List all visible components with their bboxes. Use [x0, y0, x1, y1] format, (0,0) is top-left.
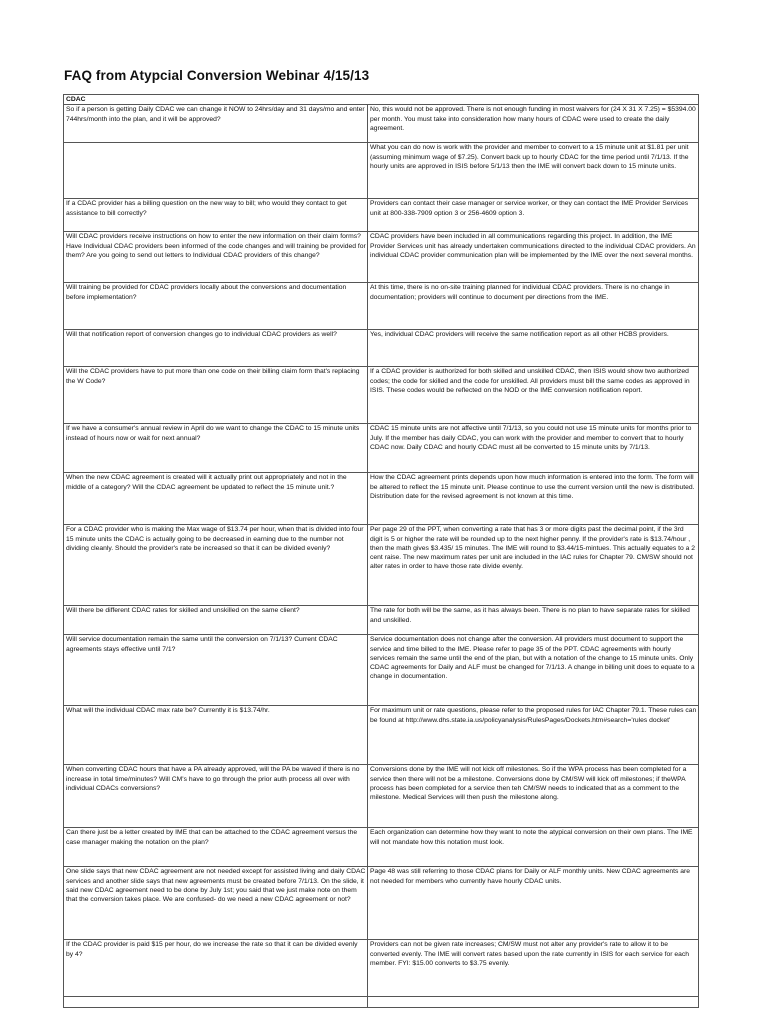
faq-row: [64, 424, 699, 473]
faq-question: Can there just be a letter created by IME that can be attached to the CDAC agreement versus the case manager making the notation on the plan?: [64, 828, 368, 867]
faq-row: [64, 283, 699, 330]
faq-question: So if a person is getting Daily CDAC we can change it NOW to 24hrs/day and 31 days/mo and enter 744hrs/month into the plan, and it will be approved?: [64, 105, 368, 143]
faq-answer: The rate for both will be the same, as it has always been. There is no plan to have separate rates for skilled and unskilled.: [368, 606, 699, 635]
faq-answer: What you can do now is work with the provider and member to convert to a 15 minute unit at $1.81 per unit (assuming minimum wage of $7.25). Convert back up to hourly CDAC for the time period until 7/1/13. If the hourly units are approved in ISIS before 5/1/13 then the IME will convert back down to 15 minute units.: [368, 143, 699, 199]
empty-cell: [64, 997, 368, 1008]
faq-answer: CDAC providers have been included in all communications regarding this project. In addition, the IME Provider Services unit has already undertaken communications directed to the individual CDAC providers. An individual CDAC provider communication plan will be implemented by the IME over the next several months.: [368, 232, 699, 283]
faq-question: Will that notification report of conversion changes go to individual CDAC providers as well?: [64, 330, 368, 367]
faq-question: When converting CDAC hours that have a PA already approved, will the PA be waved if there is no increase in total time/minutes? Will CM's have to go through the prior auth process all over with individual CDACs conversions?: [64, 765, 368, 828]
faq-row: [64, 940, 699, 997]
faq-answer: No, this would not be approved. There is not enough funding in most waivers for (24 X 31 X 7.25) = $5394.00 per month. You must take into consideration how many hours of CDAC were used to create the daily agreement.: [368, 105, 699, 143]
faq-row: [64, 330, 699, 367]
faq-answer: Providers can contact their case manager or service worker, or they can contact the IME Provider Services unit at 800-338-7909 option 3 or 256-4609 option 3.: [368, 199, 699, 232]
faq-table: [63, 94, 699, 1008]
faq-question: If a CDAC provider has a billing question on the new way to bill; who would they contact to get assistance to bill correctly?: [64, 199, 368, 232]
faq-answer: Yes, individual CDAC providers will receive the same notification report as all other HCBS providers.: [368, 330, 699, 367]
faq-row: [64, 367, 699, 424]
faq-answer: Service documentation does not change after the conversion. All providers must document to support the service and time billed to the IME. Please refer to page 35 of the PPT. CDAC agreements with hourly services remain the same until the end of the plan, but with a notation of the change to 15 minute units. Only CDAC agreements for Daily and ALF must be changed for 7/1/13. A change in billing unit does to equate to a change in documentation.: [368, 635, 699, 706]
faq-answer: Page 48 was still referring to those CDAC plans for Daily or ALF monthly units. New CDAC agreements are not needed for members who currently have hourly CDAC units.: [368, 867, 699, 940]
page-title: FAQ from Atypcial Conversion Webinar 4/15/13: [64, 68, 370, 83]
faq-row: [64, 525, 699, 606]
faq-row: [64, 765, 699, 828]
faq-answer: Conversions done by the IME will not kick off milestones. So if the WPA process has been completed for a service then there will not be a milestone. Conversions done by CM/SW will kick off milestones; if theWPA process has been completed for a service then teh CM/SW needs to indicated that as a comment to the milestone. Medical Services will then push the milestone along.: [368, 765, 699, 828]
faq-question: For a CDAC provider who is making the Max wage of $13.74 per hour, when that is divided into four 15 minute units the CDAC is actually going to be decreased in earning due to the number not dividing cleanly. Should the provider's rate be increased so that it can be divided evenly?: [64, 525, 368, 606]
faq-row: [64, 867, 699, 940]
faq-answer: Providers can not be given rate increases; CM/SW must not alter any provider's rate to allow it to be converted evenly. The IME will convert rates based upon the rate currently in ISIS for each service for each member. FYI: $15.00 converts to $3.75 evenly.: [368, 940, 699, 997]
empty-cell: [368, 997, 699, 1008]
faq-row: [64, 706, 699, 765]
faq-answer: If a CDAC provider is authorized for both skilled and unskilled CDAC, then ISIS would show two authorized codes; the code for skilled and the code for unskilled. All providers must bill the same codes as approved in ISIS. These codes would be reflected on the NOD or the IME conversion notification report.: [368, 367, 699, 424]
faq-question: Will there be different CDAC rates for skilled and unskilled on the same client?: [64, 606, 368, 635]
faq-question: What will the individual CDAC max rate be? Currently it is $13.74/hr.: [64, 706, 368, 765]
section-title: CDAC: [64, 95, 699, 105]
faq-answer: For maximum unit or rate questions, please refer to the proposed rules for IAC Chapter 79.1. These rules can be found at http://www.dhs.state.ia.us/policyanalysis/RulesPages/Dockets.htm#search='rules docket': [368, 706, 699, 765]
faq-row: [64, 828, 699, 867]
faq-answer: Per page 29 of the PPT, when converting a rate that has 3 or more digits past the decimal point, if the 3rd digit is 5 or higher the rate will be rounded up to the next higher penny. If the provider's rate is $13.74/hour , then the math gives $3.435/ 15 minutes. The IME will round to $3.44/15-mintues. This actually equates to a 2 cent raise. The new maximum rates per unit are included in the IAC rules for Chapter 79. CM/SW should not alter rates in order to have those rate divide evenly.: [368, 525, 699, 606]
faq-question: When the new CDAC agreement is created will it actually print out appropriately and not in the middle of a category? Will the CDAC agreement be updated to reflect the 15 minute unit.?: [64, 473, 368, 525]
faq-answer: CDAC 15 minute units are not affective until 7/1/13, so you could not use 15 minute units for months prior to July. If the member has daily CDAC, you can work with the provider and member to convert that to hourly CDAC now. Daily CDAC and hourly CDAC must all be converted to 15 minute units by 7/1/13.: [368, 424, 699, 473]
faq-question: If the CDAC provider is paid $15 per hour, do we increase the rate so that it can be divided evenly by 4?: [64, 940, 368, 997]
faq-question: Will the CDAC providers have to put more than one code on their billing claim form that's replacing the W Code?: [64, 367, 368, 424]
faq-answer: At this time, there is no on-site training planned for individual CDAC providers. There is no change in documentation; providers will continue to document per directions from the IME.: [368, 283, 699, 330]
faq-row: [64, 143, 699, 199]
faq-row: [64, 232, 699, 283]
section-header-row: [64, 95, 699, 105]
faq-row: [64, 199, 699, 232]
faq-question: Will training be provided for CDAC providers locally about the conversions and documentation before implementation?: [64, 283, 368, 330]
faq-answer: How the CDAC agreement prints depends upon how much information is entered into the form. The form will be altered to reflect the 15 minute unit. Please continue to use the current version until the new is distributed. Distribution date for the revised agreement is not known at this time.: [368, 473, 699, 525]
faq-question: Will CDAC providers receive instructions on how to enter the new information on their claim forms? Have Individual CDAC providers been informed of the code changes and will training be provided for them? Are you going to send out letters to Individual CDAC providers of this change?: [64, 232, 368, 283]
faq-row: [64, 635, 699, 706]
faq-row: [64, 105, 699, 143]
empty-row: [64, 997, 699, 1008]
faq-row: [64, 473, 699, 525]
faq-question: If we have a consumer's annual review in April do we want to change the CDAC to 15 minute units instead of hours now or wait for next annual?: [64, 424, 368, 473]
faq-row: [64, 606, 699, 635]
faq-answer: Each organization can determine how they want to note the atypical conversion on their own plans. The IME will not mandate how this notation must look.: [368, 828, 699, 867]
faq-question: [64, 143, 368, 199]
faq-question: Will service documentation remain the same until the conversion on 7/1/13? Current CDAC agreements stays effective until 7/1?: [64, 635, 368, 706]
faq-question: One slide says that new CDAC agreement are not needed except for assisted living and daily CDAC services and another slide says that new agreements must be created before 7/1/13. On the slide, it said new CDAC agreement need to be done by July 1st; you said that we just make note on them that the conversion takes place. We are confused- do we need a new CDAC agreement or not?: [64, 867, 368, 940]
